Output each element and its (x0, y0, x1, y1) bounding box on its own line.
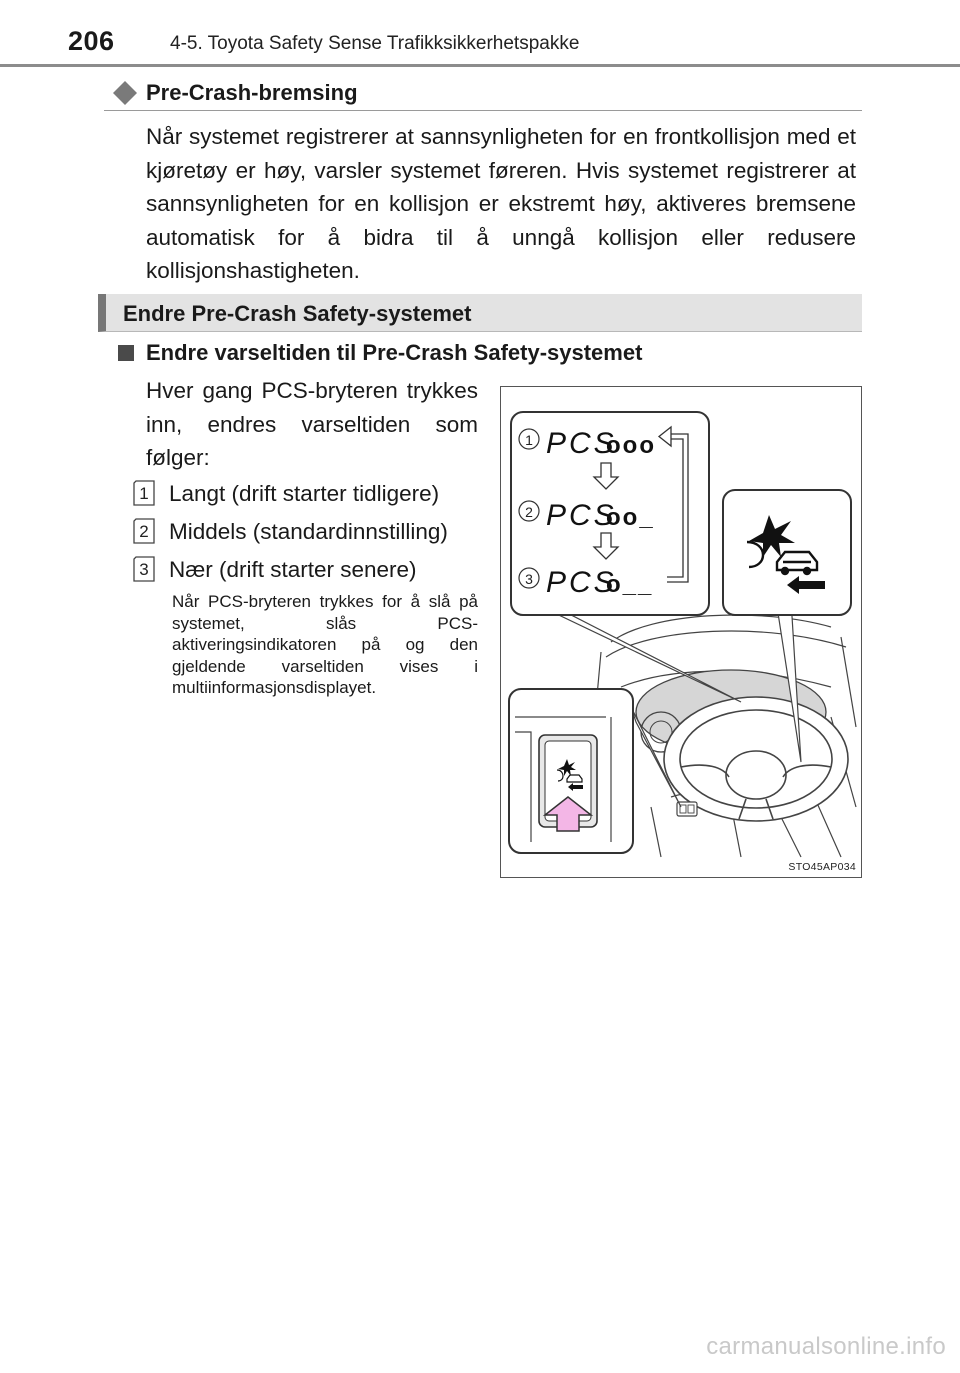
note-paragraph: Når PCS-bryteren trykkes for å slå på systemet, slås PCS-aktiveringsindikatoren på og den gjeldende varseltiden vises i multiinformasjonsdisplayet. (172, 592, 478, 697)
svg-text:1: 1 (525, 432, 533, 448)
list-item (133, 554, 417, 586)
dashboard-illustration (501, 387, 861, 877)
watermark: carmanualsonline.info (706, 1333, 946, 1360)
subheading: Endre varseltiden til Pre-Crash Safety-systemet (146, 340, 643, 365)
figure-code: STO45AP034 (788, 861, 856, 873)
section-band (98, 294, 862, 332)
svg-text:PCS: PCS (546, 566, 617, 599)
svg-text:oo_: oo_ (606, 504, 655, 531)
header-title: 4-5. Toyota Safety Sense Trafikksikkerhetspakke (170, 33, 580, 54)
svg-text:1: 1 (139, 484, 149, 504)
svg-text:o__: o__ (606, 571, 654, 598)
list-item-text: Langt (drift starter tidligere) (169, 481, 440, 506)
list-item-text: Nær (drift starter senere) (169, 557, 417, 582)
number-badge-icon (133, 556, 155, 582)
square-bullet-icon (118, 345, 134, 361)
svg-text:PCS: PCS (546, 427, 617, 460)
section-title: Pre-Crash-bremsing (146, 80, 358, 105)
band-title: Endre Pre-Crash Safety-systemet (123, 301, 472, 326)
diamond-bullet-icon (112, 80, 138, 106)
svg-text:PCS: PCS (546, 499, 617, 532)
page-number: 206 (68, 26, 115, 56)
svg-text:ooo: ooo (606, 432, 656, 459)
section-rule (104, 110, 862, 111)
header-rule (0, 64, 960, 67)
intro-paragraph: Hver gang PCS-bryteren trykkes inn, endres varseltiden som følger: (146, 378, 478, 470)
figure-illustration (500, 386, 862, 878)
list-item (133, 478, 439, 510)
list-item-text: Middels (standardinnstilling) (169, 519, 448, 544)
svg-text:2: 2 (525, 504, 533, 520)
number-badge-icon (133, 480, 155, 506)
number-badge-icon (133, 518, 155, 544)
svg-text:2: 2 (139, 522, 149, 542)
svg-text:3: 3 (139, 560, 149, 580)
list-item (133, 516, 448, 548)
svg-text:3: 3 (525, 571, 533, 587)
section-paragraph: Når systemet registrerer at sannsynligheten for en frontkollisjon med et kjøretøy er høy, varsler systemet føreren. Hvis systemet registrerer at sannsynligheten for en kollisjon er ekstremt høy, aktiveres bremsene automatisk for å bidra til å unngå kollisjon eller redusere kollisjonshastigheten. (146, 124, 856, 283)
